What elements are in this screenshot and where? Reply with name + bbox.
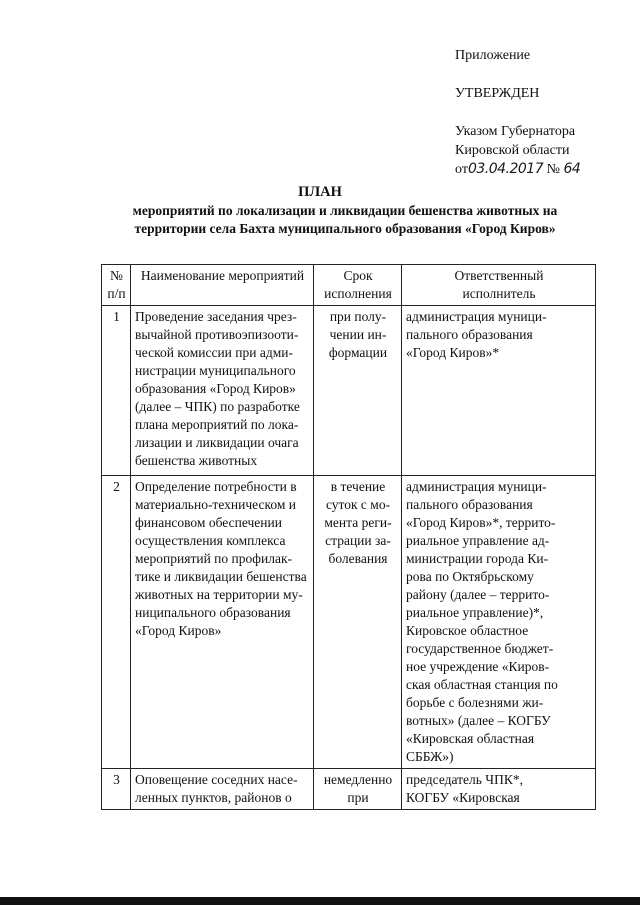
row-number: 1 [102,306,131,476]
row-number: 2 [102,476,131,769]
responsible-line: администрация муници- [406,309,547,324]
responsible-line: борьбе с болезнями жи- [406,695,544,710]
responsible-line: КОГБУ «Кировская [406,790,520,805]
table-header-row [102,265,596,306]
responsible-line: району (далее – террито- [406,587,550,602]
term-cell [314,306,402,476]
action-line: лизации и ликвидации очага [135,435,299,450]
term-line: формации [328,345,388,360]
term-line: чении ин- [329,327,387,342]
decree-line-1: Указом Губернатора [455,124,576,139]
responsible-line: пального образования [406,497,533,512]
header-text: Срок [343,268,373,283]
header-action [131,265,314,306]
header-text: № [110,268,123,283]
action-cell [131,306,314,476]
responsible-line: администрация муници- [406,479,547,494]
header-text: исполнитель [462,286,536,301]
action-line: нистрации муниципального [135,363,296,378]
header-text: исполнения [324,286,392,301]
responsible-line: государственное бюджет- [406,641,554,656]
responsible-line: СББЖ») [406,749,454,764]
document-title: ПЛАН [298,184,342,200]
action-line: Проведение заседания чрез- [135,309,297,324]
action-line: плана мероприятий по лока- [135,417,299,432]
responsible-line: вотных» (далее – КОГБУ [406,713,551,728]
responsible-line: министрации города Ки- [406,551,549,566]
date-prefix: от [455,162,468,177]
action-line: осуществления комплекса [135,533,286,548]
term-line: страции за- [325,533,391,548]
header-text: Наименование мероприятий [140,268,305,283]
term-line: мента реги- [324,515,392,530]
responsible-line: пального образования [406,327,533,342]
action-line: образования «Город Киров» [135,381,296,396]
term-line: в течение [330,479,386,494]
approved-label: УТВЕРЖДЕН [455,86,540,101]
handwritten-date: 03.04.2017 [467,161,544,177]
action-cell [131,476,314,769]
action-line: ленных пунктов, районов о [135,790,292,805]
responsible-line: ская областная станция по [406,677,558,692]
responsible-cell [402,476,596,769]
term-line: немедленно [323,772,393,787]
responsible-line: председатель ЧПК*, [406,772,523,787]
term-line: при полу- [329,309,387,324]
handwritten-number: 64 [563,161,581,177]
responsible-line: «Город Киров»* [406,345,500,360]
subtitle-line: мероприятий по локализации и ликвидации бешенства животных на [132,203,558,218]
action-cell [131,769,314,810]
action-line: (далее – ЧПК) по разработке [135,399,300,414]
responsible-line: ное учреждение «Киров- [406,659,550,674]
action-line: мероприятий по профилак- [135,551,292,566]
number-prefix: № [546,162,560,177]
action-line: вычайной противоэпизооти- [135,327,299,342]
responsible-line: Кировское областное [406,623,529,638]
header-responsible [402,265,596,306]
term-cell [314,769,402,810]
responsible-cell [402,769,596,810]
action-line: Оповещение соседних насе- [135,772,298,787]
responsible-line: рова по Октябрьскому [406,569,534,584]
header-text: Ответственный [454,268,544,283]
subtitle-line: территории села Бахта муниципального образования «Город Киров» [134,221,556,236]
responsible-cell [402,306,596,476]
header-term [314,265,402,306]
responsible-line: «Город Киров»*, террито- [406,515,556,530]
header-num [102,265,131,306]
responsible-line: риальное управление)*, [406,605,544,620]
action-line: ческой комиссии при адми- [135,345,293,360]
approval-header [455,46,630,179]
term-cell [314,476,402,769]
action-line: тике и ликвидации бешенства [135,569,307,584]
document-subtitle [100,202,590,238]
appendix-label: Приложение [455,48,531,63]
action-line: материально-техническом и [135,497,296,512]
term-line: при [347,790,369,805]
table-row [102,769,596,810]
decree-date-line [455,160,630,179]
decree-line-2: Кировской области [455,143,570,158]
term-line: болевания [328,551,388,566]
table-row [102,476,596,769]
action-line: бешенства животных [135,453,258,468]
action-line: животных на территории му- [135,587,303,602]
header-text: п/п [107,286,126,301]
responsible-line: «Кировская областная [406,731,535,746]
plan-table [101,264,596,810]
action-line: «Город Киров» [135,623,222,638]
responsible-line: риальное управление ад- [406,533,550,548]
action-line: ниципального образования [135,605,291,620]
action-line: финансовом обеспечении [135,515,282,530]
action-line: Определение потребности в [135,479,297,494]
row-number: 3 [102,769,131,810]
term-line: суток с мо- [325,497,391,512]
table-row [102,306,596,476]
scan-edge [0,897,640,905]
